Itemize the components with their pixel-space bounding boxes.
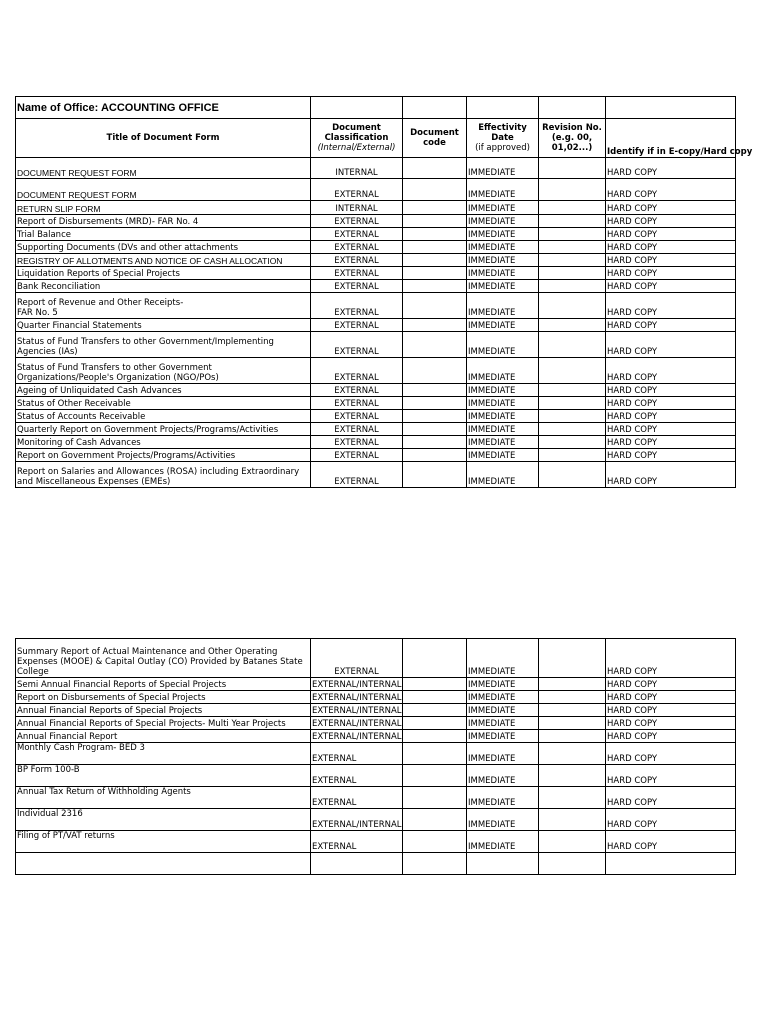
cell-title: DOCUMENT REQUEST FORM — [16, 179, 311, 201]
table-row — [16, 730, 736, 743]
cell-classification: EXTERNAL/INTERNAL — [311, 704, 403, 717]
cell-title: RETURN SLIP FORM — [16, 201, 311, 215]
cell-classification: EXTERNAL/INTERNAL — [311, 717, 403, 730]
table-row — [16, 691, 736, 704]
cell-revision — [539, 717, 606, 730]
cell-copy: HARD COPY — [606, 787, 736, 809]
cell-copy: HARD COPY — [606, 765, 736, 787]
cell-classification: EXTERNAL — [311, 831, 403, 853]
cell-code — [403, 678, 467, 691]
cell-copy: HARD COPY — [606, 730, 736, 743]
cell-code — [403, 319, 467, 332]
header-effectivity — [467, 119, 539, 158]
cell-title: Bank Reconciliation — [16, 280, 311, 293]
cell-copy: HARD COPY — [606, 201, 736, 215]
cell-effectivity: IMMEDIATE — [467, 158, 539, 179]
cell-revision — [539, 158, 606, 179]
cell-code — [403, 254, 467, 267]
cell-classification: EXTERNAL — [311, 787, 403, 809]
cell-copy: HARD COPY — [606, 280, 736, 293]
cell-title: Liquidation Reports of Special Projects — [16, 267, 311, 280]
cell-revision — [539, 267, 606, 280]
cell-effectivity: IMMEDIATE — [467, 254, 539, 267]
cell-code — [403, 462, 467, 488]
cell-code — [403, 730, 467, 743]
empty-cell — [467, 97, 539, 119]
cell-revision — [539, 319, 606, 332]
cell-classification: EXTERNAL — [311, 215, 403, 228]
cell-revision — [539, 215, 606, 228]
header-classification-sub: (Internal/External) — [317, 143, 396, 153]
cell-classification — [311, 853, 403, 875]
cell-title: Annual Financial Reports of Special Projects — [16, 704, 311, 717]
cell-copy: HARD COPY — [606, 254, 736, 267]
cell-revision — [539, 743, 606, 765]
table-row — [16, 267, 736, 280]
cell-title: Quarter Financial Statements — [16, 319, 311, 332]
cell-revision — [539, 201, 606, 215]
cell-code — [403, 201, 467, 215]
empty-cell — [606, 97, 736, 119]
table-1-sheet — [15, 96, 753, 488]
cell-effectivity: IMMEDIATE — [467, 691, 539, 704]
cell-title: DOCUMENT REQUEST FORM — [16, 158, 311, 179]
cell-code — [403, 787, 467, 809]
cell-classification: EXTERNAL — [311, 254, 403, 267]
cell-title: REGISTRY OF ALLOTMENTS AND NOTICE OF CASH ALLOCATION — [16, 254, 311, 267]
cell-effectivity: IMMEDIATE — [467, 267, 539, 280]
cell-code — [403, 158, 467, 179]
table-row — [16, 280, 736, 293]
cell-effectivity: IMMEDIATE — [467, 179, 539, 201]
cell-copy: HARD COPY — [606, 332, 736, 358]
cell-code — [403, 717, 467, 730]
cell-classification: EXTERNAL — [311, 241, 403, 254]
table-row — [16, 436, 736, 449]
cell-effectivity: IMMEDIATE — [467, 201, 539, 215]
cell-copy: HARD COPY — [606, 449, 736, 462]
cell-title: Report on Salaries and Allowances (ROSA) including Extraordinary and Miscellaneous Expenses (EMEs) — [16, 462, 311, 488]
cell-effectivity: IMMEDIATE — [467, 280, 539, 293]
cell-effectivity: IMMEDIATE — [467, 293, 539, 319]
cell-copy: HARD COPY — [606, 179, 736, 201]
document-forms-table-2 — [15, 638, 736, 875]
cell-revision — [539, 254, 606, 267]
cell-effectivity: IMMEDIATE — [467, 743, 539, 765]
cell-copy: HARD COPY — [606, 397, 736, 410]
cell-revision — [539, 639, 606, 678]
cell-title: Summary Report of Actual Maintenance and Other Operating Expenses (MOOE) & Capital Outlay (CO) Provided by Batanes State College — [16, 639, 311, 678]
cell-copy: HARD COPY — [606, 639, 736, 678]
table-row — [16, 215, 736, 228]
cell-copy: HARD COPY — [606, 241, 736, 254]
table-row — [16, 384, 736, 397]
cell-effectivity: IMMEDIATE — [467, 436, 539, 449]
cell-effectivity: IMMEDIATE — [467, 704, 539, 717]
cell-classification: EXTERNAL — [311, 765, 403, 787]
header-classification-label: Document Classification — [324, 123, 389, 143]
cell-code — [403, 179, 467, 201]
cell-effectivity: IMMEDIATE — [467, 462, 539, 488]
cell-effectivity: IMMEDIATE — [467, 730, 539, 743]
table-row — [16, 765, 736, 787]
cell-revision — [539, 332, 606, 358]
cell-revision — [539, 179, 606, 201]
cell-classification: INTERNAL — [311, 201, 403, 215]
document-forms-table-1 — [15, 96, 753, 488]
cell-classification: EXTERNAL — [311, 319, 403, 332]
table-row — [16, 410, 736, 423]
header-classification — [311, 119, 403, 158]
cell-effectivity: IMMEDIATE — [467, 215, 539, 228]
table-row — [16, 319, 736, 332]
cell-copy: HARD COPY — [606, 228, 736, 241]
cell-code — [403, 853, 467, 875]
cell-classification: EXTERNAL — [311, 267, 403, 280]
cell-effectivity: IMMEDIATE — [467, 765, 539, 787]
table-row — [16, 293, 736, 319]
cell-revision — [539, 678, 606, 691]
cell-effectivity: IMMEDIATE — [467, 397, 539, 410]
cell-effectivity: IMMEDIATE — [467, 787, 539, 809]
table-row — [16, 254, 736, 267]
cell-effectivity: IMMEDIATE — [467, 410, 539, 423]
cell-classification: EXTERNAL — [311, 449, 403, 462]
cell-copy: HARD COPY — [606, 410, 736, 423]
cell-copy: HARD COPY — [606, 462, 736, 488]
cell-effectivity: IMMEDIATE — [467, 831, 539, 853]
cell-effectivity: IMMEDIATE — [467, 384, 539, 397]
table-row — [16, 397, 736, 410]
cell-revision — [539, 449, 606, 462]
cell-revision — [539, 293, 606, 319]
empty-cell — [403, 97, 467, 119]
cell-code — [403, 384, 467, 397]
cell-code — [403, 691, 467, 704]
table-row — [16, 831, 736, 853]
cell-revision — [539, 831, 606, 853]
cell-title: Report on Disbursements of Special Projects — [16, 691, 311, 704]
cell-revision — [539, 228, 606, 241]
table-row — [16, 228, 736, 241]
cell-title: Monthly Cash Program- BED 3 — [16, 743, 311, 765]
cell-title — [16, 853, 311, 875]
cell-copy: HARD COPY — [606, 809, 736, 831]
cell-revision — [539, 691, 606, 704]
table-row — [16, 358, 736, 384]
cell-title: Supporting Documents (DVs and other attachments — [16, 241, 311, 254]
cell-classification: EXTERNAL/INTERNAL — [311, 678, 403, 691]
cell-copy: HARD COPY — [606, 358, 736, 384]
cell-title: Ageing of Unliquidated Cash Advances — [16, 384, 311, 397]
cell-title: Filing of PT/VAT returns — [16, 831, 311, 853]
cell-code — [403, 215, 467, 228]
table-row — [16, 423, 736, 436]
cell-classification: EXTERNAL/INTERNAL — [311, 730, 403, 743]
cell-code — [403, 241, 467, 254]
cell-code — [403, 831, 467, 853]
cell-effectivity: IMMEDIATE — [467, 228, 539, 241]
cell-effectivity: IMMEDIATE — [467, 358, 539, 384]
cell-revision — [539, 358, 606, 384]
cell-copy: HARD COPY — [606, 678, 736, 691]
table-row — [16, 158, 736, 179]
cell-effectivity: IMMEDIATE — [467, 423, 539, 436]
cell-classification: EXTERNAL — [311, 179, 403, 201]
table-row — [16, 449, 736, 462]
cell-revision — [539, 787, 606, 809]
cell-revision — [539, 423, 606, 436]
cell-title: BP Form 100-B — [16, 765, 311, 787]
header-identify: Identify if in E-copy/Hard copy — [606, 119, 736, 158]
cell-classification: EXTERNAL — [311, 743, 403, 765]
cell-copy: HARD COPY — [606, 319, 736, 332]
cell-code — [403, 704, 467, 717]
table-row — [16, 704, 736, 717]
cell-classification: EXTERNAL — [311, 293, 403, 319]
cell-effectivity: IMMEDIATE — [467, 332, 539, 358]
table-row — [16, 678, 736, 691]
cell-title: Monitoring of Cash Advances — [16, 436, 311, 449]
cell-classification: EXTERNAL — [311, 358, 403, 384]
cell-title: Annual Financial Reports of Special Projects- Multi Year Projects — [16, 717, 311, 730]
cell-classification: EXTERNAL/INTERNAL — [311, 691, 403, 704]
cell-copy: HARD COPY — [606, 215, 736, 228]
table-row — [16, 201, 736, 215]
cell-code — [403, 228, 467, 241]
cell-copy: HARD COPY — [606, 423, 736, 436]
table-row — [16, 639, 736, 678]
cell-classification: EXTERNAL — [311, 384, 403, 397]
cell-copy: HARD COPY — [606, 717, 736, 730]
cell-effectivity: IMMEDIATE — [467, 809, 539, 831]
cell-revision — [539, 384, 606, 397]
table-row — [16, 809, 736, 831]
cell-effectivity: IMMEDIATE — [467, 678, 539, 691]
cell-effectivity: IMMEDIATE — [467, 639, 539, 678]
cell-code — [403, 293, 467, 319]
cell-code — [403, 332, 467, 358]
cell-copy: HARD COPY — [606, 691, 736, 704]
cell-code — [403, 280, 467, 293]
cell-classification: INTERNAL — [311, 158, 403, 179]
table-row — [16, 332, 736, 358]
header-code: Document code — [403, 119, 467, 158]
cell-classification: EXTERNAL — [311, 280, 403, 293]
cell-effectivity — [467, 853, 539, 875]
cell-code — [403, 410, 467, 423]
cell-title: Report of Disbursements (MRD)- FAR No. 4 — [16, 215, 311, 228]
cell-classification: EXTERNAL — [311, 462, 403, 488]
header-effectivity-label: Effectivity Date — [478, 123, 527, 143]
cell-title-line-2: FAR No. 5 — [17, 308, 58, 318]
cell-revision — [539, 730, 606, 743]
cell-classification: EXTERNAL — [311, 397, 403, 410]
cell-title: Status of Accounts Receivable — [16, 410, 311, 423]
empty-cell — [311, 97, 403, 119]
cell-code — [403, 449, 467, 462]
cell-title: Status of Other Receivable — [16, 397, 311, 410]
cell-revision — [539, 410, 606, 423]
cell-code — [403, 639, 467, 678]
cell-code — [403, 436, 467, 449]
cell-classification: EXTERNAL — [311, 332, 403, 358]
cell-copy — [606, 853, 736, 875]
cell-title: Quarterly Report on Government Projects/Programs/Activities — [16, 423, 311, 436]
cell-classification: EXTERNAL — [311, 436, 403, 449]
table-row — [16, 179, 736, 201]
cell-revision — [539, 241, 606, 254]
cell-copy: HARD COPY — [606, 743, 736, 765]
table-2-sheet — [15, 638, 736, 875]
cell-code — [403, 743, 467, 765]
cell-classification: EXTERNAL/INTERNAL — [311, 809, 403, 831]
table-row — [16, 462, 736, 488]
cell-title: Semi Annual Financial Reports of Special Projects — [16, 678, 311, 691]
header-revision: Revision No. (e.g. 00, 01,02...) — [539, 119, 606, 158]
cell-title-line-1: Report of Revenue and Other Receipts- — [17, 298, 184, 308]
cell-revision — [539, 704, 606, 717]
cell-title: Status of Fund Transfers to other Government/Implementing Agencies (IAs) — [16, 332, 311, 358]
cell-effectivity: IMMEDIATE — [467, 449, 539, 462]
cell-revision — [539, 765, 606, 787]
table-row — [16, 717, 736, 730]
cell-effectivity: IMMEDIATE — [467, 717, 539, 730]
cell-classification: EXTERNAL — [311, 410, 403, 423]
cell-title: Annual Tax Return of Withholding Agents — [16, 787, 311, 809]
cell-copy: HARD COPY — [606, 436, 736, 449]
cell-code — [403, 397, 467, 410]
table-row — [16, 743, 736, 765]
cell-revision — [539, 809, 606, 831]
table-row — [16, 787, 736, 809]
cell-copy: HARD COPY — [606, 158, 736, 179]
cell-effectivity: IMMEDIATE — [467, 319, 539, 332]
cell-title: Report on Government Projects/Programs/Activities — [16, 449, 311, 462]
header-effectivity-sub: (if approved) — [475, 143, 530, 153]
cell-title: Annual Financial Report — [16, 730, 311, 743]
office-row — [16, 97, 736, 119]
cell-copy: HARD COPY — [606, 267, 736, 280]
cell-classification: EXTERNAL — [311, 228, 403, 241]
cell-revision — [539, 853, 606, 875]
cell-revision — [539, 280, 606, 293]
cell-revision — [539, 436, 606, 449]
cell-copy: HARD COPY — [606, 704, 736, 717]
header-row — [16, 119, 736, 158]
cell-code — [403, 423, 467, 436]
cell-code — [403, 267, 467, 280]
cell-title: Trial Balance — [16, 228, 311, 241]
header-title: Title of Document Form — [16, 119, 311, 158]
cell-title: Individual 2316 — [16, 809, 311, 831]
cell-title — [16, 293, 311, 319]
cell-code — [403, 358, 467, 384]
cell-effectivity: IMMEDIATE — [467, 241, 539, 254]
cell-code — [403, 809, 467, 831]
cell-title: Status of Fund Transfers to other Government Organizations/People's Organization (NGO/POs) — [16, 358, 311, 384]
table-row — [16, 853, 736, 875]
cell-code — [403, 765, 467, 787]
office-name: Name of Office: ACCOUNTING OFFICE — [16, 97, 311, 119]
cell-classification: EXTERNAL — [311, 423, 403, 436]
cell-copy: HARD COPY — [606, 831, 736, 853]
cell-revision — [539, 397, 606, 410]
empty-cell — [539, 97, 606, 119]
table-row — [16, 241, 736, 254]
cell-classification: EXTERNAL — [311, 639, 403, 678]
cell-copy: HARD COPY — [606, 384, 736, 397]
cell-revision — [539, 462, 606, 488]
cell-copy: HARD COPY — [606, 293, 736, 319]
